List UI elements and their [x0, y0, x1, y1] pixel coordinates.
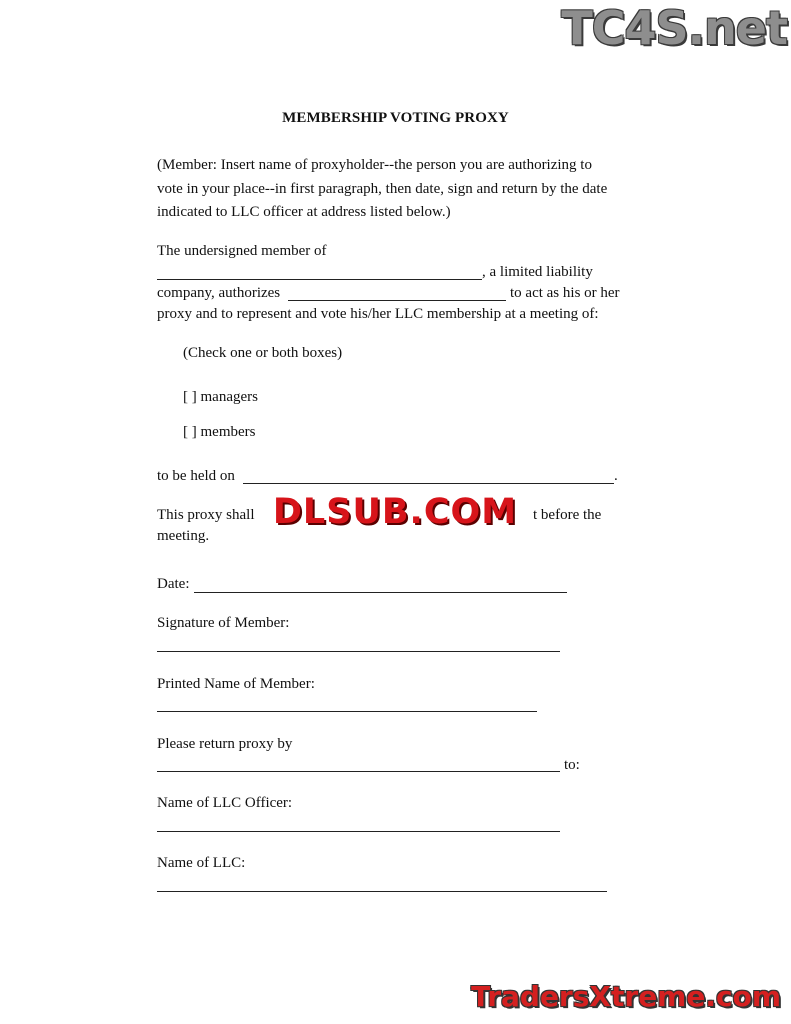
- return-date-blank: [157, 771, 560, 772]
- return-to-text: to:: [564, 757, 580, 773]
- proxy-valid-end: t before the: [533, 507, 602, 523]
- limited-liability-text: , a limited liability: [482, 264, 593, 280]
- instructions-line-2: vote in your place--in first paragraph, then date, sign and return by the date: [157, 181, 608, 197]
- check-boxes-instruction: (Check one or both boxes): [183, 345, 343, 361]
- tradersxtreme-watermark: TradersXtreme.com: [471, 980, 781, 1013]
- company-authorizes-text: company, authorizes: [157, 285, 281, 301]
- held-on-label: to be held on: [157, 468, 235, 484]
- checkbox-managers: [ ] managers: [183, 389, 258, 405]
- officer-label: Name of LLC Officer:: [157, 795, 293, 811]
- signature-blank: [157, 651, 560, 652]
- llc-blank: [157, 891, 607, 892]
- document-title: MEMBERSHIP VOTING PROXY: [282, 110, 509, 126]
- signature-label: Signature of Member:: [157, 615, 290, 631]
- instructions-line-3: indicated to LLC officer at address listed below.): [157, 204, 451, 220]
- instructions-line-1: (Member: Insert name of proxyholder--the person you are authorizing to: [157, 157, 592, 173]
- return-label: Please return proxy by: [157, 736, 293, 752]
- tc4s-watermark: TC4S.net: [561, 1, 787, 55]
- llc-name-blank: [157, 279, 482, 280]
- held-on-period: .: [614, 468, 618, 484]
- meeting-date-blank: [243, 483, 614, 484]
- date-blank: [194, 592, 567, 593]
- proxyholder-blank: [288, 300, 506, 301]
- checkbox-members: [ ] members: [183, 424, 256, 440]
- officer-blank: [157, 831, 560, 832]
- act-as-text: to act as his or her: [510, 285, 620, 301]
- llc-name-label: Name of LLC:: [157, 855, 246, 871]
- printed-name-label: Printed Name of Member:: [157, 676, 315, 692]
- printed-name-blank: [157, 711, 537, 712]
- proxy-valid-meeting: meeting.: [157, 528, 210, 544]
- date-label: Date:: [157, 576, 190, 592]
- proxy-represent-text: proxy and to represent and vote his/her LLC membership at a meeting of:: [157, 306, 599, 322]
- dlsub-watermark: DLSUB.COM: [257, 492, 533, 532]
- undersigned-member-text: The undersigned member of: [157, 243, 327, 259]
- proxy-valid-start: This proxy shall: [157, 507, 255, 523]
